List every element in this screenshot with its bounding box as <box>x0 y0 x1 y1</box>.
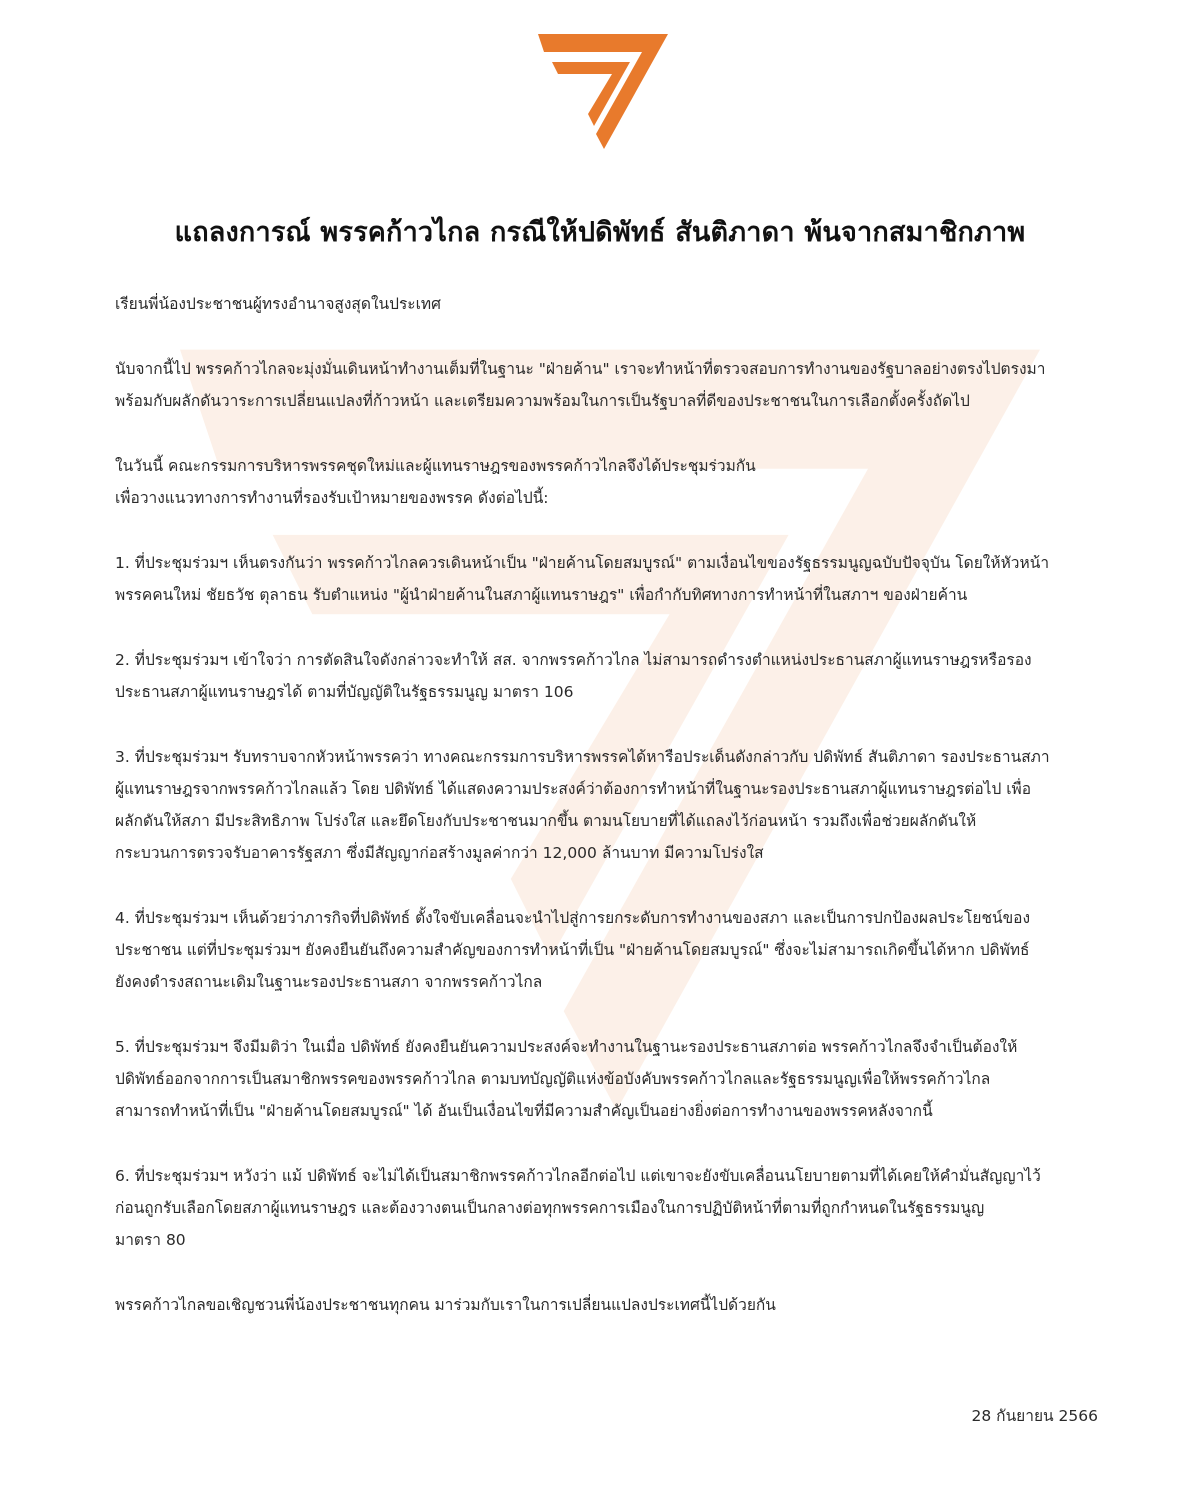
resolution-line: มาตรา 80 <box>115 1231 186 1249</box>
meeting-intro-line: ในวันนี้ คณะกรรมการบริหารพรรคชุดใหม่และผู้แทนราษฎรของพรรคก้าวไกลจึงได้ประชุมร่วมกัน <box>115 457 756 475</box>
closing-statement: พรรคก้าวไกลขอเชิญชวนพี่น้องประชาชนทุกคน มาร่วมกับเราในการเปลี่ยนแปลงประเทศนี้ไปด้วยกัน <box>115 1296 776 1314</box>
resolution-number: 4. <box>115 909 130 927</box>
resolution-number: 6. <box>115 1167 130 1185</box>
resolution-number: 2. <box>115 651 130 669</box>
resolution-text: ที่ประชุมร่วมฯ เข้าใจว่า การตัดสินใจดังกล่าวจะทำให้ สส. จากพรรคก้าวไกล ไม่สามารถดำรงตำแหน่งประธานสภาผู้แทนราษฎรหรือรอง <box>134 651 1032 669</box>
resolution-line <box>115 547 1095 579</box>
resolution-5 <box>115 1031 1095 1127</box>
resolution-text: ที่ประชุมร่วมฯ รับทราบจากหัวหน้าพรรคว่า ทางคณะกรรมการบริหารพรรคได้หารือประเด็นดังกล่าวกับ ปดิพัทธ์ สันติภาดา รองประธานสภา <box>134 748 1050 766</box>
resolution-line: พรรคคนใหม่ ชัยธวัช ตุลาธน รับตำแหน่ง "ผู้นำฝ่ายค้านในสภาผู้แทนราษฎร" เพื่อกำกับทิศทางการทำหน้าที่ในสภาฯ ของฝ่ายค้าน <box>115 586 968 604</box>
intro-line: นับจากนี้ไป พรรคก้าวไกลจะมุ่งมั่นเดินหน้าทำงานเต็มที่ในฐานะ "ฝ่ายค้าน" เราจะทำหน้าที่ตรวจสอบการทำงานของรัฐบาลอย่างตรงไปตรงมา <box>115 360 1046 378</box>
resolution-line: ประธานสภาผู้แทนราษฎรได้ ตามที่บัญญัติในรัฐธรรมนูญ มาตรา 106 <box>115 683 574 701</box>
resolution-2 <box>115 644 1095 708</box>
resolution-4 <box>115 902 1095 998</box>
resolution-line <box>115 1160 1095 1192</box>
resolution-number: 1. <box>115 554 130 572</box>
resolution-3 <box>115 741 1095 869</box>
intro-line: พร้อมกับผลักดันวาระการเปลี่ยนแปลงที่ก้าวหน้า และเตรียมความพร้อมในการเป็นรัฐบาลที่ดีของประชาชนในการเลือกตั้งครั้งถัดไป <box>115 392 970 410</box>
resolution-1 <box>115 547 1095 611</box>
resolution-line <box>115 741 1095 773</box>
resolution-line: ปดิพัทธ์ออกจากการเป็นสมาชิกพรรคของพรรคก้าวไกล ตามบทบัญญัติแห่งข้อบังคับพรรคก้าวไกลและรัฐธรรมนูญเพื่อให้พรรคก้าวไกล <box>115 1070 991 1088</box>
meeting-intro-line: เพื่อวางแนวทางการทำงานที่รองรับเป้าหมายของพรรค ดังต่อไปนี้: <box>115 489 549 507</box>
party-logo-icon <box>538 34 668 149</box>
resolution-line: ผลักดันให้สภา มีประสิทธิภาพ โปร่งใส และยึดโยงกับประชาชนมากขึ้น ตามนโยบายที่ได้แถลงไว้ก่อนหน้า รวมถึงเพื่อช่วยผลักดันให้ <box>115 812 977 830</box>
document-title: แถลงการณ์ พรรคก้าวไกล กรณีให้ปดิพัทธ์ สันติภาดา พ้นจากสมาชิกภาพ <box>174 217 1026 248</box>
resolution-line: กระบวนการตรวจรับอาคารรัฐสภา ซึ่งมีสัญญาก่อสร้างมูลค่ากว่า 12,000 ล้านบาท มีความโปร่งใส <box>115 844 764 862</box>
intro-paragraph <box>115 353 1095 417</box>
resolution-text: ที่ประชุมร่วมฯ หวังว่า แม้ ปดิพัทธ์ จะไม่ได้เป็นสมาชิกพรรคก้าวไกลอีกต่อไป แต่เขาจะยังขับเคลื่อนนโยบายตามที่ได้เคยให้คำมั่นสัญญาไว้ <box>134 1167 1041 1185</box>
document-body <box>115 288 1095 1354</box>
resolution-6 <box>115 1160 1095 1256</box>
resolution-line: ยังคงดำรงสถานะเดิมในฐานะรองประธานสภา จากพรรคก้าวไกล <box>115 973 543 991</box>
resolution-number: 3. <box>115 748 130 766</box>
resolution-line <box>115 1031 1095 1063</box>
resolution-line: สามารถทำหน้าที่เป็น "ฝ่ายค้านโดยสมบูรณ์" ได้ อันเป็นเงื่อนไขที่มีความสำคัญเป็นอย่างยิ่งต่อการทำงานของพรรคหลังจากนี้ <box>115 1102 933 1120</box>
resolution-line: ผู้แทนราษฎรจากพรรคก้าวไกลแล้ว โดย ปดิพัทธ์ ได้แสดงความประสงค์ว่าต้องการทำหน้าที่ในฐานะรองประธานสภาผู้แทนราษฎรต่อไป เพื่อ <box>115 780 1032 798</box>
resolution-number: 5. <box>115 1038 130 1056</box>
resolution-text: ที่ประชุมร่วมฯ เห็นตรงกันว่า พรรคก้าวไกลควรเดินหน้าเป็น "ฝ่ายค้านโดยสมบูรณ์" ตามเงื่อนไขของรัฐธรรมนูญฉบับปัจจุบัน โดยให้หัวหน้า <box>134 554 1050 572</box>
resolution-line: ประชาชน แต่ที่ประชุมร่วมฯ ยังคงยืนยันถึงความสำคัญของการทำหน้าที่เป็น "ฝ่ายค้านโดยสมบูรณ์" ซึ่งจะไม่สามารถเกิดขึ้นได้หาก ปดิพัทธ์ <box>115 941 1030 959</box>
resolution-text: ที่ประชุมร่วมฯ เห็นด้วยว่าภารกิจที่ปดิพัทธ์ ตั้งใจขับเคลื่อนจะนำไปสู่การยกระดับการทำงานของสภา และเป็นการปกป้องผลประโยชน์ของ <box>134 909 1031 927</box>
resolution-text: ที่ประชุมร่วมฯ จึงมีมติว่า ในเมื่อ ปดิพัทธ์ ยังคงยืนยันความประสงค์จะทำงานในฐานะรองประธานสภาต่อ พรรคก้าวไกลจึงจำเป็นต้องให้ <box>134 1038 1018 1056</box>
salutation: เรียนพี่น้องประชาชนผู้ทรงอำนาจสูงสุดในประเทศ <box>115 295 441 313</box>
resolution-line <box>115 644 1095 676</box>
document-date: 28 กันยายน 2566 <box>971 1407 1098 1425</box>
meeting-intro-paragraph <box>115 450 1095 514</box>
resolution-line <box>115 902 1095 934</box>
resolution-line: ก่อนถูกรับเลือกโดยสภาผู้แทนราษฎร และต้องวางตนเป็นกลางต่อทุกพรรคการเมืองในการปฏิบัติหน้าที่ตามที่ถูกกำหนดในรัฐธรรมนูญ <box>115 1199 985 1217</box>
